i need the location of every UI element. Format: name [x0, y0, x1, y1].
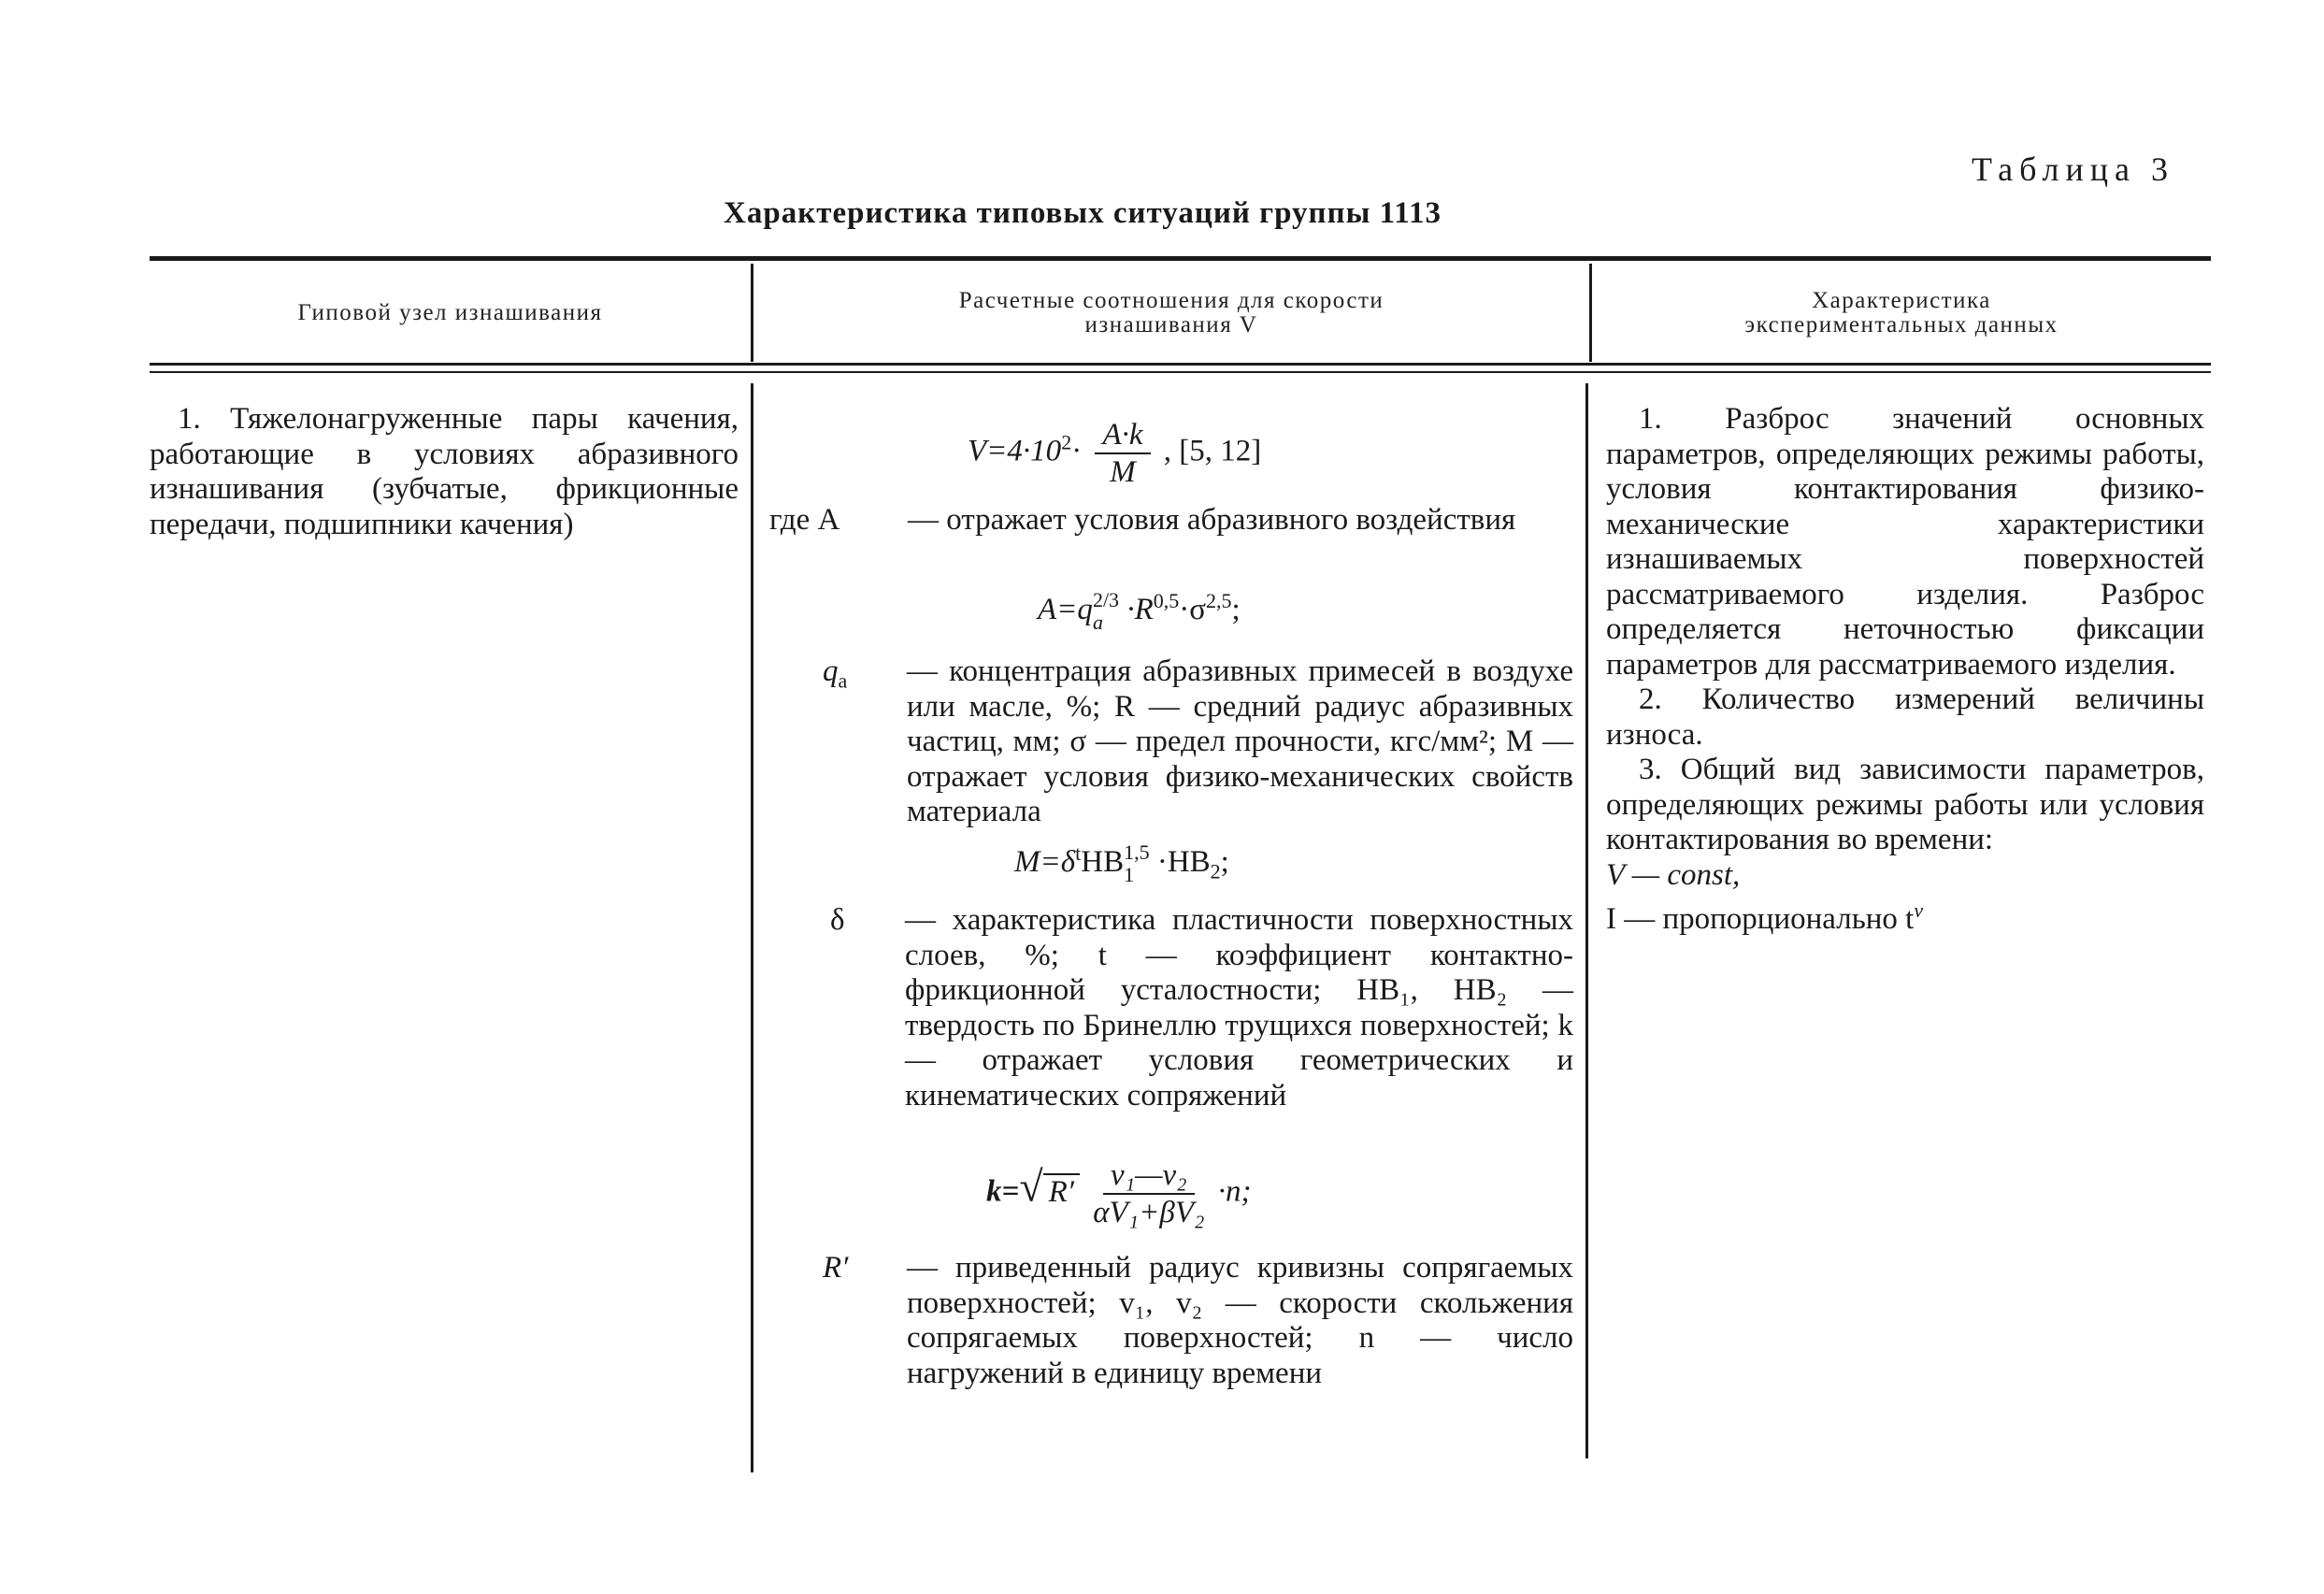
formula-m-end: ;: [1220, 845, 1229, 879]
table-label: Таблица 3: [1972, 151, 2174, 188]
cell-experiment: [1606, 402, 2204, 938]
formula-v-exp: 2: [1061, 430, 1072, 454]
formula-v-lhs: V=4·10: [968, 434, 1062, 468]
node-text: 1. Тяжелонагруженные пары качения, работающие в условиях абразивного изнашивания (зубчатые, фрикционные передачи, подшипники качения): [150, 402, 739, 541]
formula-v: [968, 419, 1261, 488]
formula-a-tail: ·σ: [1179, 593, 1207, 626]
column-header-experiment-line2: экспериментальных данных: [1744, 312, 2059, 337]
formula-m-hb-sub: 1: [1124, 863, 1135, 887]
formula-k-radicand: R′: [1043, 1173, 1080, 1209]
column-header-formulas-line2: изнашивания V: [1084, 312, 1258, 337]
experiment-item-1: 1. Разброс значений основных параметров, определяющих режимы работы, условия контактирования физико-механические характеристики изнашиваемых поверхностей рассматриваемого изделия. Разброс определяется неточностью фиксации параметров для рассматриваемого изделия.: [1606, 402, 2204, 682]
formula-k-numerator: v₁—v₂: [1103, 1159, 1195, 1195]
def-a-text: — отражает условия абразивного воздействия: [908, 503, 1516, 537]
formula-k-denominator: αV₁+βV₂: [1093, 1196, 1205, 1229]
formula-m: [1014, 841, 1229, 886]
def-a: [769, 503, 1573, 539]
def-qa-symbol-sub: a: [838, 668, 848, 693]
table-title-text: Характеристика типовых ситуаций группы 1113: [724, 196, 1442, 230]
column-header-node-text: Гиповой узел изнашивания: [297, 300, 603, 325]
formula-k: [986, 1159, 1252, 1228]
def-qa: [823, 654, 1573, 830]
formula-m-tail-sub: 2: [1210, 859, 1221, 883]
def-qa-symbol-q: q: [823, 654, 839, 688]
column-header-node: [150, 271, 751, 355]
column-divider-2-body: [1585, 383, 1588, 1458]
formula-k-lhs: k=: [986, 1174, 1020, 1209]
experiment-item-4: V — const,: [1606, 857, 1741, 892]
formula-v-numerator: A·k: [1095, 419, 1150, 454]
def-qa-text: — концентрация абразивных примесей в воздухе или масле, %; R — средний радиус абразивных частиц, мм; σ — предел прочности, кгс/мм²; M — отражает условия физико-механических свойств материала: [907, 654, 1573, 828]
formula-v-ref: , [5, 12]: [1163, 434, 1262, 468]
header-bottom-rule-second: [150, 371, 2211, 373]
column-header-formulas: [753, 271, 1589, 355]
formula-a-q-sub: a: [1092, 610, 1103, 635]
formula-a-q-sup: 2/3: [1092, 588, 1120, 612]
formula-k-fraction: [1093, 1159, 1204, 1228]
formula-a: [1038, 589, 1241, 634]
formula-v-denominator: M: [1110, 455, 1136, 489]
experiment-item-5: [1606, 893, 2204, 938]
def-delta-symbol: δ: [830, 903, 845, 937]
experiment-item-5-sup: ν: [1914, 898, 1924, 922]
column-header-experiment: [1592, 271, 2211, 355]
def-delta-text: — характеристика пластичности поверхностных слоев, %; t — коэффициент контактно-фрикционной усталостности; HB₁, HB₂ — твердость по Бринеллю трущихся поверхностей; k — отражает условия геометрических и кинематических сопряжений: [905, 903, 1573, 1113]
def-qa-symbol: [823, 654, 847, 698]
cell-node: [150, 402, 739, 542]
column-header-formulas-line1: Расчетные соотношения для скорости: [958, 288, 1384, 313]
def-r-text: — приведенный радиус кривизны сопрягаемых поверхностей; v₁, v₂ — скорости скольжения сопрягаемых поверхностей; n — число нагружений в единицу времени: [907, 1251, 1573, 1390]
experiment-item-2: 2. Количество измерений величины износа.: [1606, 682, 2204, 752]
formula-a-end: ;: [1231, 593, 1241, 626]
formula-m-hb: HB: [1081, 845, 1125, 879]
formula-v-fraction: [1095, 419, 1150, 488]
header-bottom-rule: [150, 363, 2211, 366]
formula-v-dot: ·: [1071, 434, 1083, 468]
column-header-experiment-line1: Характеристика: [1812, 288, 1991, 313]
formula-a-q-indices: [1093, 589, 1119, 634]
column-divider-1-body: [751, 383, 753, 1472]
table-title: [0, 196, 2324, 231]
def-delta: [830, 903, 1573, 1113]
experiment-item-3: 3. Общий вид зависимости параметров, определяющих режимы работы или условия контактирования во времени:: [1606, 753, 2204, 856]
formula-a-r-sup: 0,5: [1153, 589, 1180, 612]
formula-m-tail: ·HB: [1149, 845, 1211, 879]
def-r: [823, 1251, 1573, 1391]
def-a-symbol: где A: [769, 503, 840, 537]
formula-a-mid: ·R: [1119, 593, 1154, 626]
formula-m-hb-indices: [1124, 841, 1150, 886]
formula-m-t-sup: t: [1075, 841, 1082, 865]
formula-k-tail: ·n;: [1217, 1174, 1252, 1209]
formula-a-s-sup: 2,5: [1206, 589, 1232, 612]
experiment-item-5-text: I — пропорционально t: [1606, 902, 1915, 936]
formula-m-lhs: M=δ: [1014, 845, 1076, 879]
formula-a-lhs: A=q: [1038, 593, 1093, 626]
formula-m-hb-sup: 1,5: [1124, 840, 1150, 865]
formula-k-root-sign: √: [1019, 1162, 1043, 1211]
def-r-symbol: R′: [823, 1251, 849, 1285]
table-top-rule: [150, 256, 2211, 261]
